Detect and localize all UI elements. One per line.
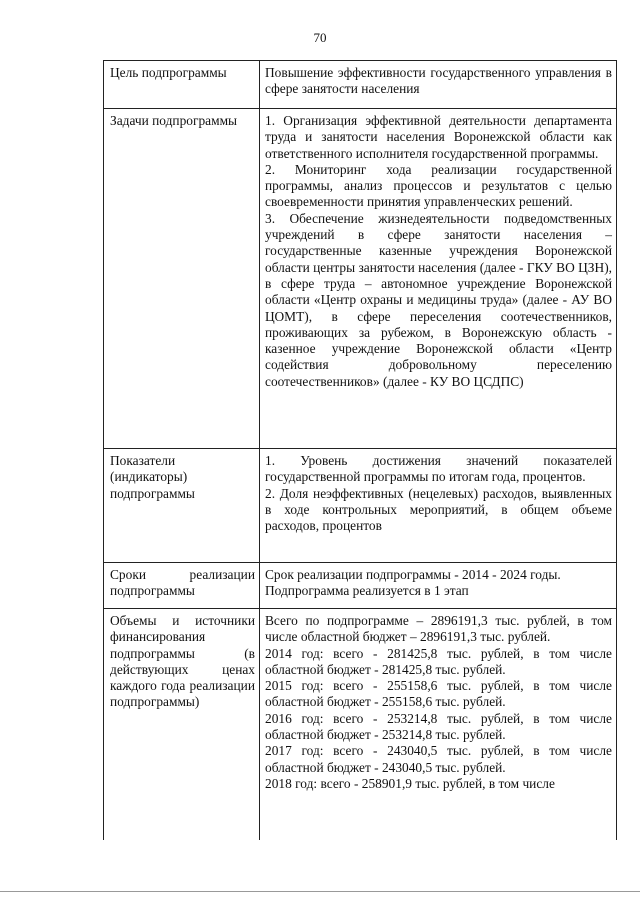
funding-year-2018: 2018 год: всего - 258901,9 тыс. рублей, в том числе (265, 775, 555, 791)
terms-period-text: Срок реализации подпрограммы - 2014 - 2024 годы. (265, 567, 561, 582)
funding-year-2017: 2017 год: всего - 243040,5 тыс. рублей, в том числе областной бюджет - 243040,5 тыс. рублей. (265, 743, 612, 775)
funding-year-2015: 2015 год: всего - 255158,6 тыс. рублей, в том числе областной бюджет - 255158,6 тыс. рублей. (265, 678, 612, 710)
row-content-indicators (260, 449, 617, 563)
table-row-indicators (104, 449, 617, 563)
row-content-tasks (260, 109, 617, 449)
funding-year-2014: 2014 год: всего - 281425,8 тыс. рублей, в том числе областной бюджет - 281425,8 тыс. рублей. (265, 645, 612, 677)
funding-year-2016: 2016 год: всего - 253214,8 тыс. рублей, в том числе областной бюджет - 253214,8 тыс. рублей. (265, 710, 612, 743)
row-content-goal (260, 61, 617, 109)
task-item-1: 1. Организация эффективной деятельности департамента труда и занятости населения Воронежской области как ответственного исполнителя государственной программы. (265, 113, 612, 161)
row-label-tasks: Задачи подпрограммы (104, 109, 260, 449)
task-item-3: 3. Обеспечение жизнедеятельности подведомственных учреждений в сфере занятости населения – государственные казенные учреждения Воронежской области центры занятости населения (далее - ГКУ ВО ЦЗН), в сфере труда – автономное учреждение Воронежской области «Центр охраны и медицины труда» (далее - АУ ВО ЦОМТ), в сфере переселения соотечественников, проживающих за рубежом, в Воронежскую область - казенное учреждение Воронежской области «Центр содействия добровольному переселению соотечественников» (далее - КУ ВО ЦСДПС) (265, 210, 612, 389)
terms-stage-text: Подпрограмма реализуется в 1 этап (265, 583, 469, 599)
row-label-goal: Цель подпрограммы (104, 61, 260, 109)
row-label-funding: Объемы и источники финансирования подпрограммы (в действующих ценах каждого года реализации подпрограммы) (104, 609, 260, 841)
page-number: 70 (313, 30, 327, 45)
row-label-indicators: Показатели (индикаторы) подпрограммы (104, 449, 260, 563)
table-row-funding (104, 609, 617, 841)
row-content-funding (260, 609, 617, 841)
goal-text: Повышение эффективности государственного управления в сфере занятости населения (265, 65, 612, 97)
indicator-item-1: 1. Уровень достижения значений показателей государственной программы по итогам года, процентов. (265, 453, 612, 485)
table-row-goal (104, 61, 617, 109)
scan-bottom-edge (0, 891, 640, 892)
indicator-item-2: 2. Доля неэффективных (нецелевых) расходов, выявленных в ходе контрольных мероприятий, в общем объеме расходов, процентов (265, 485, 612, 534)
table-row-tasks (104, 109, 617, 449)
table-row-terms (104, 563, 617, 609)
subprogram-passport-table (103, 60, 617, 840)
task-item-2: 2. Мониторинг хода реализации государственной программы, анализ процессов и результатов с целью своевременности принятия управленческих решений. (265, 161, 612, 210)
row-content-terms (260, 563, 617, 609)
row-label-terms: Сроки реализации подпрограммы (104, 563, 260, 609)
funding-total: Всего по подпрограмме – 2896191,3 тыс. рублей, в том числе областной бюджет – 2896191,3 тыс. рублей. (265, 613, 612, 645)
